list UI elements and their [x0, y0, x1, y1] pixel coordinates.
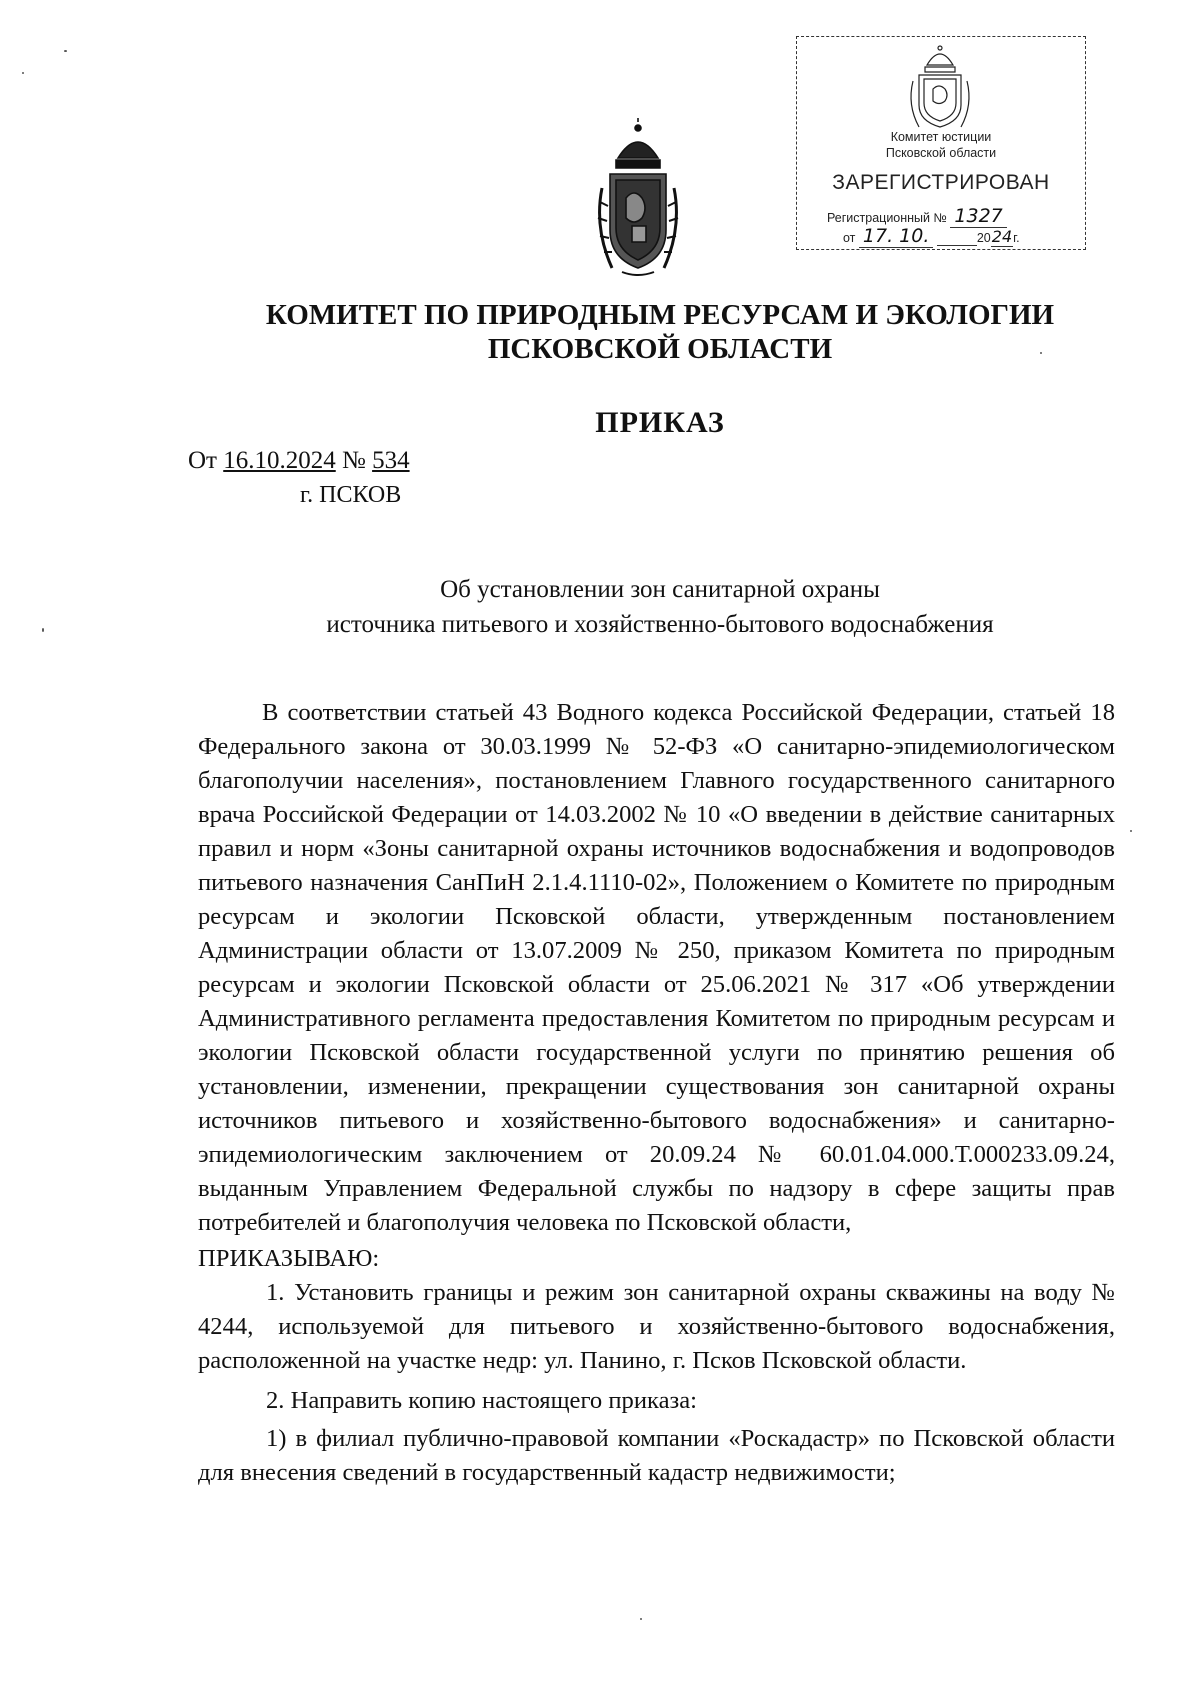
stamp-coat-of-arms-icon [905, 43, 975, 131]
stamp-date-day-month: 17. 10. [859, 225, 933, 248]
scan-speck [42, 628, 44, 632]
document-number: 534 [372, 447, 410, 474]
document-city: г. ПСКОВ [300, 482, 402, 508]
stamp-reg-number: 1327 [950, 205, 1006, 228]
stamp-date-prefix: от [843, 231, 856, 245]
scan-speck [64, 50, 67, 52]
item-1-paragraph: 1. Установить границы и режим зон санитарной охраны скважины на воду № 4244, используемой для питьевого и хозяйственно-бытового водоснабжения, расположенной на участке недр: ул. Панино, г. Псков Псковской области. [198, 1279, 1115, 1374]
scan-speck [1040, 352, 1042, 354]
order-word: ПРИКАЗЫВАЮ: [198, 1245, 380, 1272]
date-prefix: От [188, 447, 217, 474]
document-type: ПРИКАЗ [595, 406, 725, 439]
stamp-org-line2: Псковской области [885, 146, 997, 160]
stamp-date-year-prefix: 20 [976, 231, 991, 245]
organization-title [0, 298, 1200, 366]
document-subject [0, 572, 1200, 642]
registration-stamp [796, 36, 1086, 250]
stamp-organization [797, 129, 1085, 161]
stamp-status: ЗАРЕГИСТРИРОВАН [832, 171, 1050, 194]
preamble-paragraph: В соответствии статьей 43 Водного кодекса Российской Федерации, статьей 18 Федерального закона от 30.03.1999 № 52-ФЗ «О санитарно-эпидемиологическом благополучии населения», постановлением Главного государственного санитарного врача Российской Федерации от 14.03.2002 № 10 «О введении в действие санитарных правил и норм «Зоны санитарной охраны источников водоснабжения и водопроводов питьевого назначения СанПиН 2.1.4.1110-02», Положением о Комитете по природным ресурсам и экологии Псковской области, утвержденным постановлением Администрации области от 13.07.2009 № 250, приказом Комитета по природным ресурсам и экологии Псковской области от 25.06.2021 № 317 «Об утверждении Административного регламента предоставления Комитетом по природным ресурсам и экологии Псковской области государственной услуги по принятию решения об установлении, изменении, прекращении существования зон санитарной охраны источников питьевого и хозяйственно-бытового водоснабжения» и санитарно-эпидемиологическим заключением от 20.09.24 № 60.01.04.000.Т.000233.09.24, выданным Управлением Федеральной службы по надзору в сфере защиты прав потребителей и благополучия человека по Псковской области, [198, 699, 1115, 1236]
stamp-registration-number [827, 205, 1007, 227]
subject-line2: источника питьевого и хозяйственно-бытового водоснабжения [326, 611, 994, 638]
item-2-paragraph: 2. Направить копию настоящего приказа: [266, 1387, 697, 1414]
stamp-date [843, 225, 1020, 247]
organization-line2: ПСКОВСКОЙ ОБЛАСТИ [487, 333, 833, 365]
stamp-reg-label: Регистрационный № [827, 211, 947, 225]
scan-speck [640, 1618, 642, 1620]
number-sign: № [341, 447, 366, 474]
document-body [198, 696, 1115, 1490]
document-date: 16.10.2024 [223, 447, 336, 474]
stamp-date-year-suffix: 24 [991, 227, 1013, 246]
stamp-date-blank [937, 231, 977, 246]
coat-of-arms-emblem [592, 118, 684, 278]
organization-line1: КОМИТЕТ ПО ПРИРОДНЫМ РЕСУРСАМ И ЭКОЛОГИИ [265, 299, 1055, 331]
scan-speck [22, 72, 24, 74]
stamp-org-line1: Комитет юстиции [890, 130, 992, 144]
document-date-number [188, 447, 410, 475]
stamp-date-year-end: г. [1013, 231, 1020, 245]
item-2-1-paragraph: 1) в филиал публично-правовой компании «Роскадастр» по Псковской области для внесения сведений в государственный кадастр недвижимости; [198, 1425, 1115, 1486]
subject-line1: Об установлении зон санитарной охраны [440, 576, 880, 603]
scan-speck [1130, 830, 1132, 832]
